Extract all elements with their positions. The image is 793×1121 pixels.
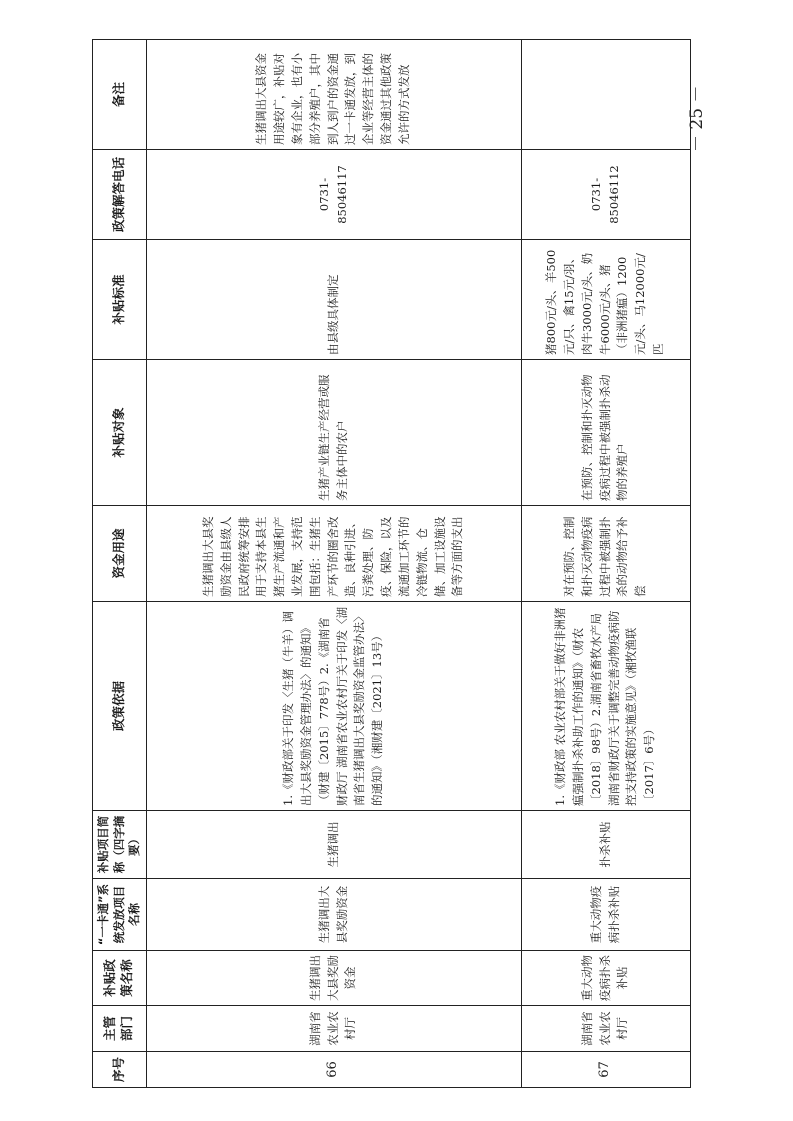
cell-short-name: 生猪调出 bbox=[146, 811, 521, 879]
table-header bbox=[93, 40, 147, 1088]
cell-usage: 对在预防、控制和扑灭动物疫病过程中被强制扑杀的动物给予补偿 bbox=[521, 506, 690, 602]
header-card-item: “一卡通”系统发放项目名称 bbox=[93, 879, 147, 951]
header-phone: 政策解答电话 bbox=[93, 150, 147, 240]
table-row bbox=[146, 40, 521, 1088]
cell-phone: 0731-85046112 bbox=[521, 150, 690, 240]
cell-basis: 1.《财政部关于印发〈生猪（牛羊）调出大县奖励资金管理办法〉的通知》（财建〔2015〕778号）2.《湖南省财政厅 湖南省农业农村厅关于印发〈湖南省生猪调出大县奖励资金监管办法〉的通知》（湘财建〔2021〕13号） bbox=[146, 602, 521, 811]
cell-seq: 66 bbox=[146, 1052, 521, 1088]
cell-dept: 湖南省农业农村厅 bbox=[146, 1006, 521, 1052]
header-basis: 政策依据 bbox=[93, 602, 147, 811]
cell-card-item: 生猪调出大县奖励资金 bbox=[146, 879, 521, 951]
cell-dept: 湖南省农业农村厅 bbox=[521, 1006, 690, 1052]
cell-usage: 生猪调出大县奖励资金由县级人民政府统筹安排用于支持本县生猪生产流通和产业发展，支持范围包括：生猪生产环节的圈舍改造、良种引进、污粪处理、防疫、保险，以及流通加工环节的冷链物流、仓储、加工设施设备等方面的支出 bbox=[146, 506, 521, 602]
cell-basis: 1.《财政部 农业农村部关于做好非洲猪瘟强制扑杀补助工作的通知》（财农〔2018〕98号）2.湖南省畜牧水产局 湖南省财政厅关于调整完善动物疫病防控支持政策的实施意见》（湘牧渔联〔2017〕6号） bbox=[521, 602, 690, 811]
page-number: － 25 － bbox=[687, 85, 707, 152]
cell-phone: 0731-85046117 bbox=[146, 150, 521, 240]
cell-policy-name: 生猪调出大县奖励资金 bbox=[146, 951, 521, 1006]
header-usage: 资金用途 bbox=[93, 506, 147, 602]
header-short-name: 补贴项目简称（四字摘要） bbox=[93, 811, 147, 879]
cell-card-item: 重大动物疫病扑杀补贴 bbox=[521, 879, 690, 951]
cell-policy-name: 重大动物疫病扑杀补贴 bbox=[521, 951, 690, 1006]
cell-target: 在预防、控制和扑灭动物疫病过程中被强制扑杀动物的养殖户 bbox=[521, 360, 690, 506]
subsidy-policy-table bbox=[92, 39, 691, 1088]
cell-remark bbox=[521, 40, 690, 150]
header-dept: 主管部门 bbox=[93, 1006, 147, 1052]
header-target: 补贴对象 bbox=[93, 360, 147, 506]
rotated-table-container bbox=[92, 40, 666, 1088]
cell-standard: 由县级具体制定 bbox=[146, 240, 521, 360]
cell-target: 生猪产业链生产经营或服务主体中的农户 bbox=[146, 360, 521, 506]
cell-standard: 猪800元/头、羊500元/只、禽15元/羽、肉牛3000元/头、奶牛6000元/头、猪（非洲猪瘟）1200元/头、马12000元/匹 bbox=[521, 240, 690, 360]
header-policy-name: 补贴政策名称 bbox=[93, 951, 147, 1006]
cell-remark: 生猪调出大县资金用途较广，补贴对象有企业，也有小部分养殖户，其中到人到户的资金通过一卡通发放，到企业等经营主体的资金通过其他政策允许的方式发放 bbox=[146, 40, 521, 150]
header-remark: 备注 bbox=[93, 40, 147, 150]
table-row bbox=[521, 40, 690, 1088]
header-seq: 序号 bbox=[93, 1052, 147, 1088]
cell-seq: 67 bbox=[521, 1052, 690, 1088]
cell-short-name: 扑杀补贴 bbox=[521, 811, 690, 879]
header-standard: 补贴标准 bbox=[93, 240, 147, 360]
